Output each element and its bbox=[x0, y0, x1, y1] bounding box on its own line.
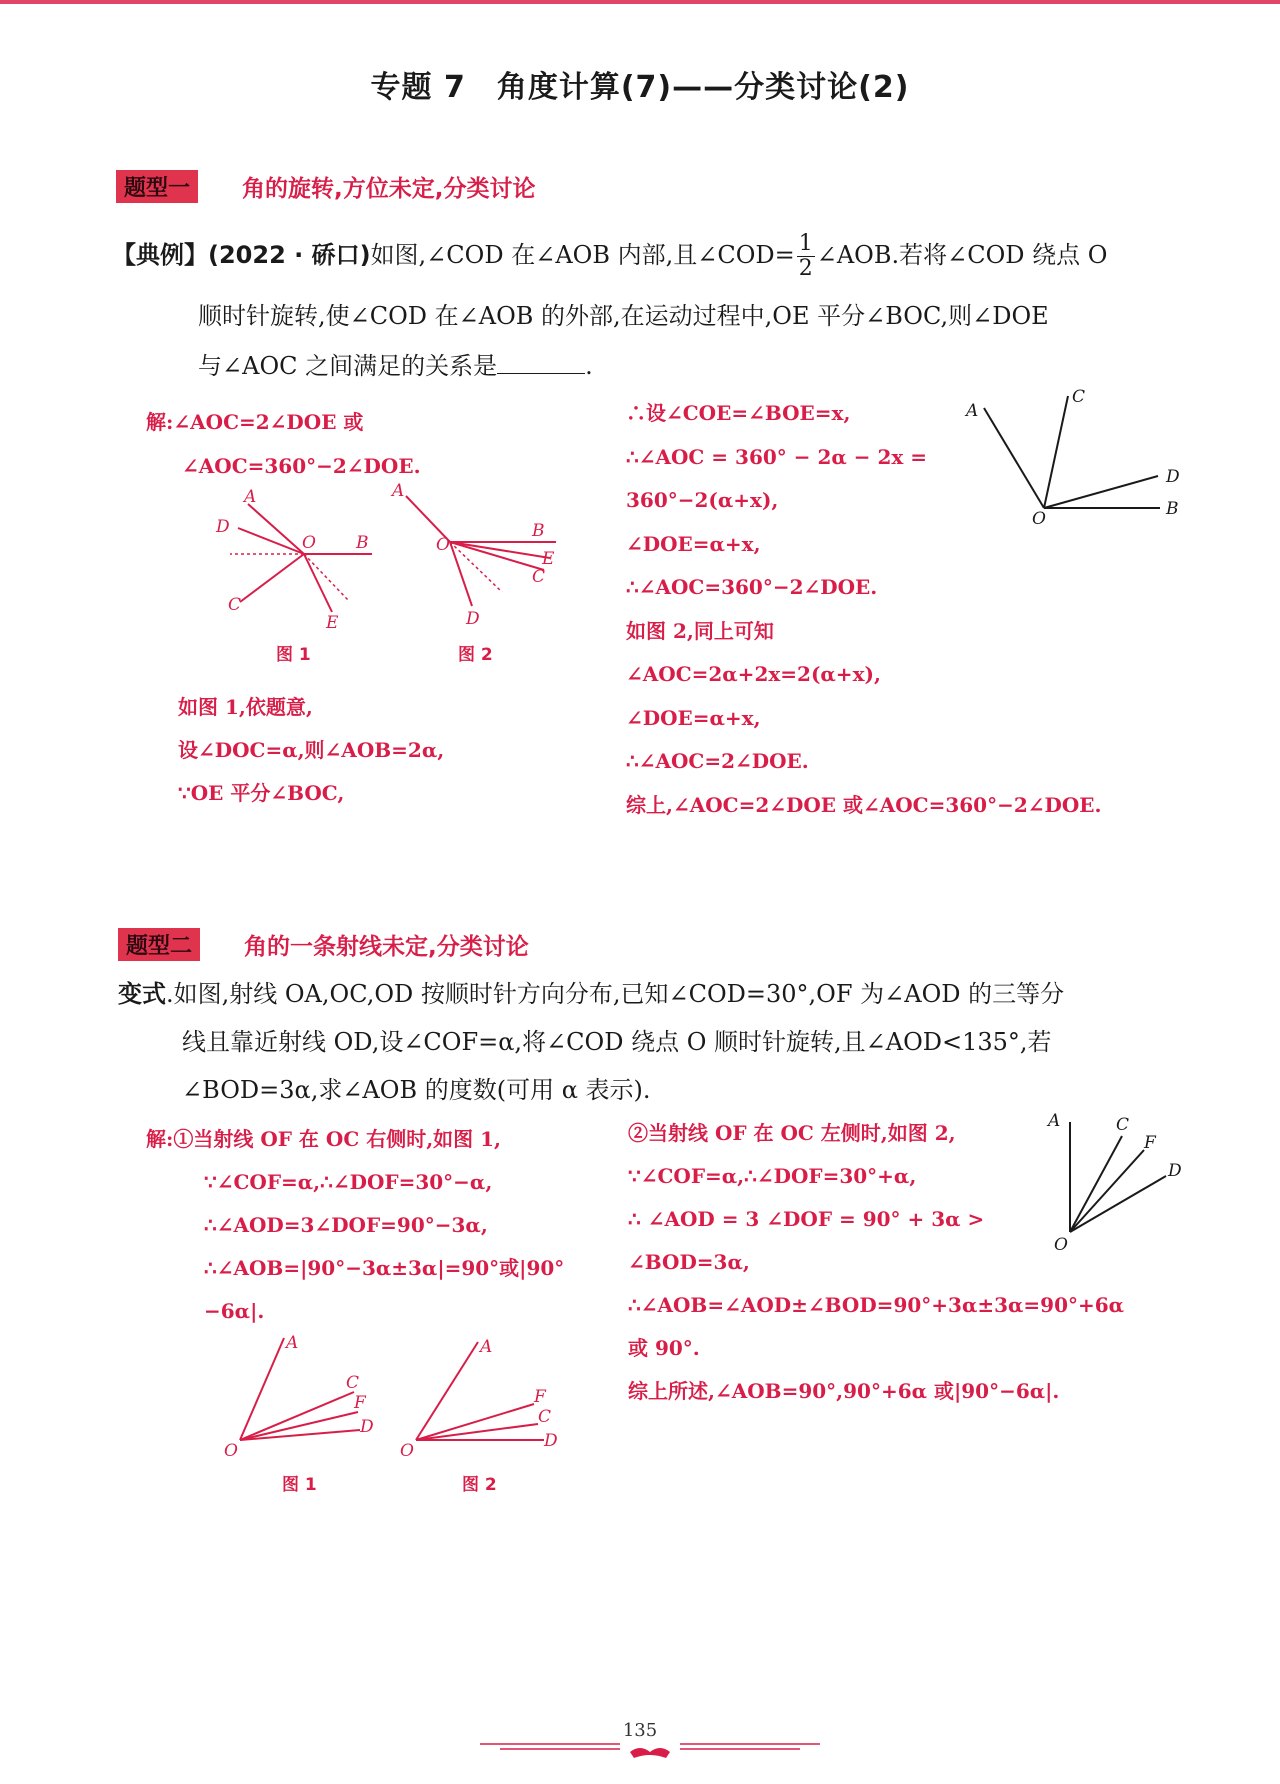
example-line-3 bbox=[198, 346, 593, 381]
solution-line: 如图 1,依题意, bbox=[178, 695, 313, 719]
fraction-denominator: 2 bbox=[798, 256, 813, 281]
label-D: D bbox=[360, 1417, 374, 1437]
solution-line: ∠DOE=α+x, bbox=[626, 705, 761, 730]
label-C: C bbox=[532, 567, 546, 587]
label-B: B bbox=[1166, 499, 1179, 519]
example-source: (2022 · 硚口) bbox=[208, 241, 371, 269]
solution-line: 或 90°. bbox=[628, 1336, 700, 1360]
label-A: A bbox=[966, 401, 979, 421]
label-C: C bbox=[1116, 1115, 1130, 1135]
variant-line-2: 线且靠近射线 OD,设∠COF=α,将∠COD 绕点 O 顺时针旋转,且∠AOD<135°,若 bbox=[182, 1028, 1052, 1056]
label-A: A bbox=[1048, 1111, 1061, 1131]
section1-solution-left bbox=[146, 400, 421, 488]
solution-line: ②当射线 OF 在 OC 左侧时,如图 2, bbox=[628, 1121, 956, 1145]
solution-line: ∴设∠COE=∠BOE=x, bbox=[626, 401, 851, 425]
solution-line: ∴ ∠AOD = 3 ∠DOF = 90° + 3α > bbox=[628, 1207, 985, 1231]
label-B: B bbox=[532, 521, 545, 541]
solution-line: ∠BOD=3α, bbox=[628, 1250, 750, 1274]
label-C: C bbox=[538, 1407, 552, 1427]
section1-question-figure bbox=[960, 384, 1190, 534]
label-O: O bbox=[1032, 509, 1046, 529]
dashed-extension-OA bbox=[304, 554, 348, 600]
label-O: O bbox=[400, 1441, 414, 1460]
label-O: O bbox=[302, 533, 316, 553]
label-A: A bbox=[392, 482, 405, 501]
variant-label: 变式 bbox=[118, 980, 166, 1008]
label-F: F bbox=[534, 1387, 546, 1407]
ray-OE bbox=[304, 554, 332, 612]
fraction-half bbox=[797, 232, 815, 281]
label-O: O bbox=[224, 1441, 238, 1460]
example-line-2: 顺时针旋转,使∠COD 在∠AOB 的外部,在运动过程中,OE 平分∠BOC,则∠DOE bbox=[198, 302, 1049, 330]
solution-line: 设∠DOC=α,则∠AOB=2α, bbox=[178, 738, 445, 762]
solution-line: ∴∠AOB=|90°−3α±3α|=90°或|90° bbox=[204, 1256, 565, 1280]
variant-line-3: ∠BOD=3α,求∠AOB 的度数(可用 α 表示). bbox=[182, 1076, 651, 1104]
label-D: D bbox=[466, 609, 480, 629]
label-C: C bbox=[346, 1373, 360, 1393]
label-A: A bbox=[244, 488, 257, 507]
section1-tag: 题型一 bbox=[116, 170, 198, 203]
label-F: F bbox=[354, 1393, 366, 1413]
solution-line: ∴∠AOC=2∠DOE. bbox=[626, 749, 809, 773]
label-O: O bbox=[1054, 1235, 1068, 1255]
solution-line: 解:∠AOC=2∠DOE 或 bbox=[146, 410, 364, 434]
answer-blank bbox=[497, 354, 585, 374]
solution-line: ∠DOE=α+x, bbox=[626, 531, 761, 556]
top-border bbox=[0, 0, 1280, 4]
section1-figure-1 bbox=[210, 488, 380, 628]
page-number: 135 bbox=[622, 1720, 658, 1741]
solution-line: 综上,∠AOC=2∠DOE 或∠AOC=360°−2∠DOE. bbox=[626, 792, 1102, 817]
page-title: 专题 7 角度计算(7)——分类讨论(2) bbox=[370, 70, 910, 105]
solution-line: ∠AOC=2α+2x=2(α+x), bbox=[626, 662, 881, 686]
label-O: O bbox=[436, 535, 450, 555]
example-text-1b: ∠AOB.若将∠COD 绕点 O bbox=[816, 241, 1108, 269]
section2-heading: 角的一条射线未定,分类讨论 bbox=[244, 934, 529, 960]
section1-heading: 角的旋转,方位未定,分类讨论 bbox=[242, 176, 536, 202]
solution-line: ∴∠AOB=∠AOD±∠BOD=90°+3α±3α=90°+6α bbox=[628, 1293, 1125, 1317]
label-D: D bbox=[544, 1431, 558, 1451]
solution-line: −6α|. bbox=[204, 1299, 265, 1323]
solution-line: ∵∠COF=α,∴∠DOF=30°−α, bbox=[204, 1170, 493, 1194]
variant-line-1 bbox=[118, 974, 1064, 1009]
section1-solution-left-2 bbox=[178, 686, 444, 815]
ray-OC bbox=[1044, 396, 1068, 508]
section1-fig1-caption: 图 1 bbox=[276, 645, 311, 665]
section2-fig2-caption: 图 2 bbox=[462, 1475, 497, 1495]
solution-line: 综上所述,∠AOB=90°,90°+6α 或|90°−6α|. bbox=[628, 1379, 1060, 1403]
label-C: C bbox=[1072, 387, 1086, 407]
section2-question-figure bbox=[1040, 1108, 1200, 1258]
label-B: B bbox=[356, 533, 369, 553]
section2-tag: 题型二 bbox=[118, 928, 200, 961]
variant-text-1: .如图,射线 OA,OC,OD 按顺时针方向分布,已知∠COD=30°,OF 为∠AOD 的三等分 bbox=[166, 980, 1065, 1008]
section2-figure-1 bbox=[218, 1330, 388, 1460]
ray-OD bbox=[238, 528, 304, 554]
solution-line: 360°−2(α+x), bbox=[626, 488, 779, 512]
solution-line: ∴∠AOC=360°−2∠DOE. bbox=[626, 575, 878, 599]
label-C: C bbox=[228, 595, 242, 615]
section2-solution-left bbox=[146, 1118, 564, 1333]
label-F: F bbox=[1144, 1133, 1156, 1153]
label-A: A bbox=[286, 1333, 299, 1353]
section2-fig1-caption: 图 1 bbox=[282, 1475, 317, 1495]
section1-figure-2 bbox=[384, 482, 574, 632]
solution-line: ∠AOC=360°−2∠DOE. bbox=[182, 454, 421, 478]
example-text-1a: 如图,∠COD 在∠AOB 内部,且∠COD= bbox=[370, 241, 795, 269]
solution-line: 如图 2,同上可知 bbox=[626, 618, 774, 643]
example-label: 【典例】 bbox=[112, 241, 208, 269]
solution-line: ∴∠AOD=3∠DOF=90°−3α, bbox=[204, 1213, 488, 1237]
ray-OC bbox=[240, 554, 304, 602]
ray-OA bbox=[416, 1342, 478, 1440]
label-A: A bbox=[480, 1337, 493, 1357]
label-D: D bbox=[1166, 467, 1180, 487]
ray-OA bbox=[248, 504, 304, 554]
example-line-1 bbox=[112, 232, 1107, 281]
solution-line: 解:①当射线 OF 在 OC 右侧时,如图 1, bbox=[146, 1127, 501, 1151]
ray-OD bbox=[1044, 476, 1158, 508]
solution-line: ∵OE 平分∠BOC, bbox=[178, 781, 345, 805]
label-E: E bbox=[542, 549, 555, 569]
ray-OC bbox=[416, 1424, 538, 1440]
section1-fig2-caption: 图 2 bbox=[458, 645, 493, 665]
label-E: E bbox=[326, 613, 339, 628]
ray-OA bbox=[984, 408, 1044, 508]
fraction-numerator: 1 bbox=[798, 231, 813, 256]
solution-line: ∵∠COF=α,∴∠DOF=30°+α, bbox=[628, 1164, 917, 1188]
ray-OF bbox=[416, 1404, 534, 1440]
example-text-3b: . bbox=[585, 352, 593, 380]
label-D: D bbox=[216, 517, 230, 537]
section2-figure-2 bbox=[394, 1330, 574, 1460]
example-text-3a: 与∠AOC 之间满足的关系是 bbox=[198, 352, 498, 380]
solution-line: ∴∠AOC = 360° − 2α − 2x = bbox=[626, 444, 928, 469]
label-D: D bbox=[1168, 1161, 1182, 1181]
